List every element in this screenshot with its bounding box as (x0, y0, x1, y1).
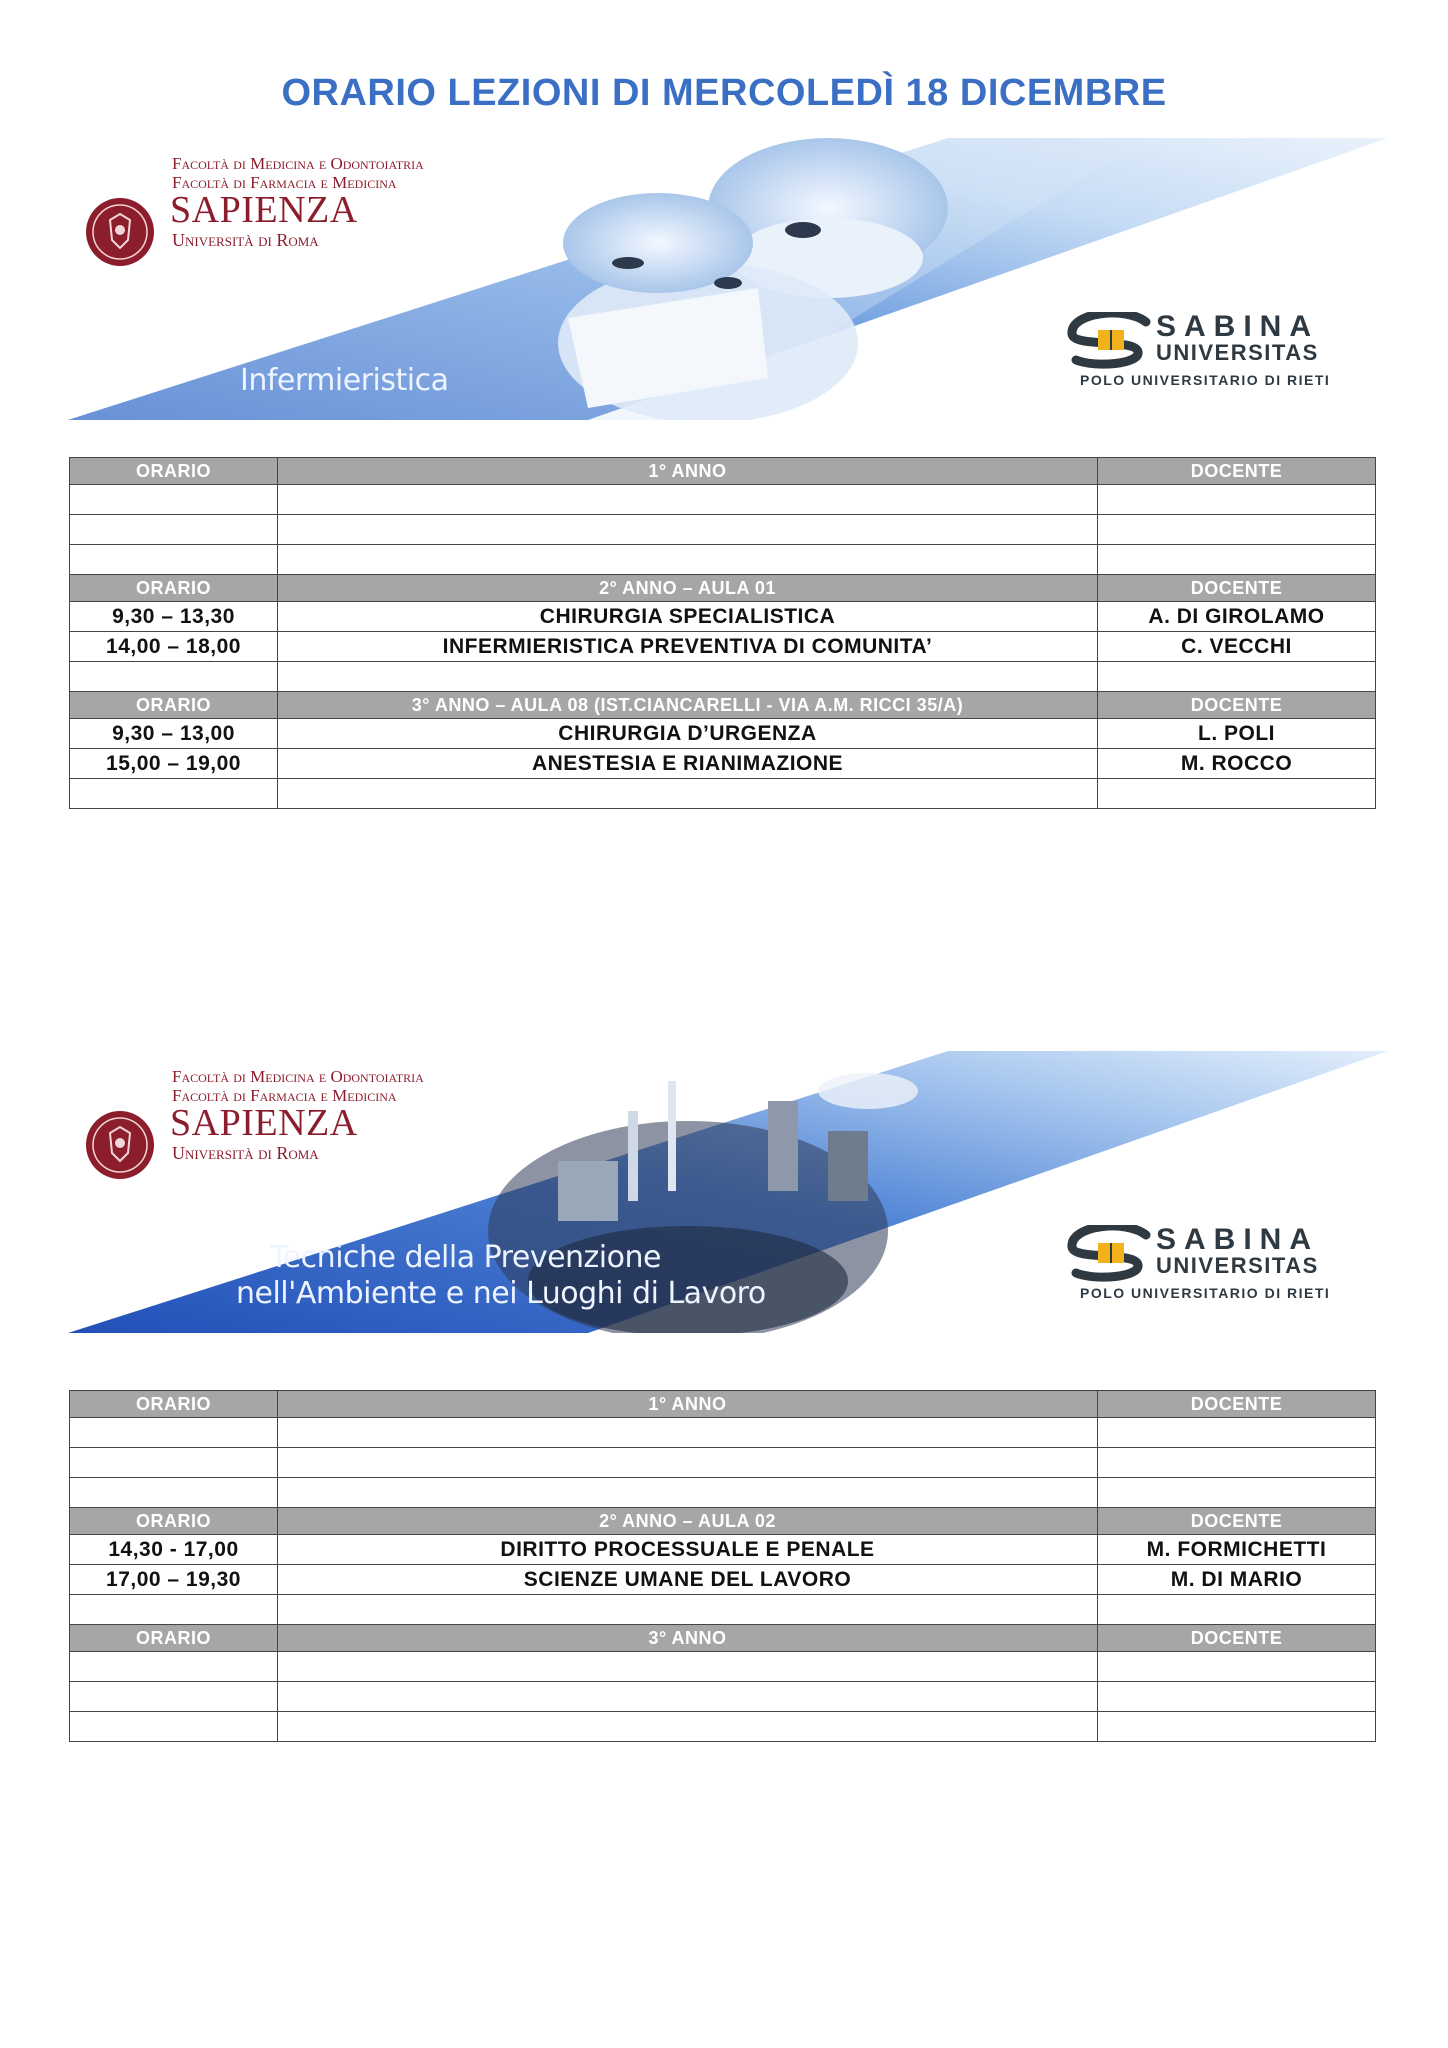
sabina-universitas-logo (1066, 1223, 1366, 1303)
section-header-row (70, 692, 1376, 719)
section-header-row (70, 458, 1376, 485)
table-row (70, 545, 1376, 575)
sabina-book-icon (1066, 312, 1152, 370)
teacher-cell (1098, 1595, 1376, 1625)
time-cell (70, 485, 278, 515)
time-cell (70, 662, 278, 692)
header-docente: DOCENTE (1098, 458, 1376, 485)
table-row (70, 779, 1376, 809)
header-docente: DOCENTE (1098, 1625, 1376, 1652)
teacher-cell: A. DI GIROLAMO (1098, 602, 1376, 632)
section-header-row (70, 1508, 1376, 1535)
course-cell (278, 1652, 1098, 1682)
time-cell (70, 1712, 278, 1742)
time-cell (70, 515, 278, 545)
header-orario: ORARIO (70, 1508, 278, 1535)
table-row (70, 515, 1376, 545)
time-cell (70, 545, 278, 575)
section-header-row (70, 1625, 1376, 1652)
section-header-row (70, 575, 1376, 602)
teacher-cell: L. POLI (1098, 719, 1376, 749)
header-anno: 1° ANNO (278, 1391, 1098, 1418)
course-banner-tecniche-prevenzione (68, 1051, 1388, 1333)
course-cell (278, 545, 1098, 575)
time-cell: 17,00 – 19,30 (70, 1565, 278, 1595)
course-cell (278, 1595, 1098, 1625)
time-cell: 9,30 – 13,00 (70, 719, 278, 749)
course-cell: DIRITTO PROCESSUALE E PENALE (278, 1535, 1098, 1565)
course-cell: CHIRURGIA D’URGENZA (278, 719, 1098, 749)
course-name-line-1: Tecniche della Prevenzione (270, 1240, 661, 1275)
schedule-table-infermieristica (69, 457, 1376, 809)
sabina-sub: UNIVERSITAS (1156, 340, 1319, 365)
course-cell (278, 1712, 1098, 1742)
sapienza-seal-icon (84, 1109, 156, 1181)
university-city: Università di Roma (172, 230, 319, 250)
table-row (70, 662, 1376, 692)
time-cell (70, 1595, 278, 1625)
time-cell (70, 1652, 278, 1682)
teacher-cell (1098, 545, 1376, 575)
page-title: ORARIO LEZIONI DI MERCOLEDÌ 18 DICEMBRE (281, 72, 1167, 114)
course-cell (278, 1418, 1098, 1448)
teacher-cell (1098, 1682, 1376, 1712)
table-row (70, 1682, 1376, 1712)
university-city: Università di Roma (172, 1143, 319, 1163)
table-row (70, 1712, 1376, 1742)
table-row (70, 1418, 1376, 1448)
table-row (70, 749, 1376, 779)
table-row (70, 1595, 1376, 1625)
time-cell (70, 1682, 278, 1712)
course-cell: INFERMIERISTICA PREVENTIVA DI COMUNITA’ (278, 632, 1098, 662)
sabina-word: SABINA (1156, 1223, 1320, 1256)
course-cell: SCIENZE UMANE DEL LAVORO (278, 1565, 1098, 1595)
teacher-cell (1098, 1448, 1376, 1478)
teacher-cell: M. FORMICHETTI (1098, 1535, 1376, 1565)
table-row (70, 1535, 1376, 1565)
teacher-cell (1098, 779, 1376, 809)
header-orario: ORARIO (70, 575, 278, 602)
header-anno: 3° ANNO (278, 1625, 1098, 1652)
sabina-sub: UNIVERSITAS (1156, 1253, 1319, 1278)
header-orario: ORARIO (70, 458, 278, 485)
teacher-cell: M. ROCCO (1098, 749, 1376, 779)
time-cell (70, 1418, 278, 1448)
table-row (70, 719, 1376, 749)
course-cell (278, 515, 1098, 545)
header-anno: 2° ANNO – AULA 01 (278, 575, 1098, 602)
time-cell: 14,30 - 17,00 (70, 1535, 278, 1565)
course-name-line-2: nell'Ambiente e nei Luoghi di Lavoro (236, 1276, 766, 1311)
header-anno: 3° ANNO – AULA 08 (IST.CIANCARELLI - VIA A.M. RICCI 35/A) (278, 692, 1098, 719)
table-row (70, 602, 1376, 632)
sabina-book-icon (1066, 1225, 1152, 1283)
university-name: SAPIENZA (170, 1102, 358, 1144)
sapienza-seal-icon (84, 196, 156, 268)
teacher-cell (1098, 515, 1376, 545)
course-cell (278, 1448, 1098, 1478)
header-orario: ORARIO (70, 1391, 278, 1418)
teacher-cell: M. DI MARIO (1098, 1565, 1376, 1595)
section-header-row (70, 1391, 1376, 1418)
teacher-cell (1098, 1652, 1376, 1682)
teacher-cell (1098, 485, 1376, 515)
table-row (70, 632, 1376, 662)
teacher-cell (1098, 1478, 1376, 1508)
course-cell (278, 662, 1098, 692)
course-banner-infermieristica (68, 138, 1388, 420)
time-cell (70, 1478, 278, 1508)
sabina-universitas-logo (1066, 310, 1366, 390)
course-cell (278, 779, 1098, 809)
schedule-table-tecniche-prevenzione (69, 1390, 1376, 1742)
sabina-polo: POLO UNIVERSITARIO DI RIETI (1080, 1285, 1331, 1301)
time-cell: 15,00 – 19,00 (70, 749, 278, 779)
teacher-cell (1098, 662, 1376, 692)
table-row (70, 1478, 1376, 1508)
sabina-word: SABINA (1156, 310, 1320, 343)
teacher-cell: C. VECCHI (1098, 632, 1376, 662)
table-row (70, 1565, 1376, 1595)
faculty-line-2: Facoltà di Farmacia e Medicina (172, 1086, 397, 1105)
header-docente: DOCENTE (1098, 692, 1376, 719)
university-name: SAPIENZA (170, 189, 358, 231)
time-cell (70, 779, 278, 809)
course-cell: ANESTESIA E RIANIMAZIONE (278, 749, 1098, 779)
table-row (70, 485, 1376, 515)
header-anno: 2° ANNO – AULA 02 (278, 1508, 1098, 1535)
header-orario: ORARIO (70, 1625, 278, 1652)
header-docente: DOCENTE (1098, 1391, 1376, 1418)
teacher-cell (1098, 1712, 1376, 1742)
table-row (70, 1448, 1376, 1478)
course-name-line-1: Infermieristica (240, 363, 449, 398)
faculty-line-1: Facoltà di Medicina e Odontoiatria (172, 1067, 424, 1086)
header-orario: ORARIO (70, 692, 278, 719)
time-cell: 14,00 – 18,00 (70, 632, 278, 662)
time-cell: 9,30 – 13,30 (70, 602, 278, 632)
course-cell (278, 1682, 1098, 1712)
course-cell: CHIRURGIA SPECIALISTICA (278, 602, 1098, 632)
teacher-cell (1098, 1418, 1376, 1448)
time-cell (70, 1448, 278, 1478)
course-cell (278, 1478, 1098, 1508)
sabina-polo: POLO UNIVERSITARIO DI RIETI (1080, 372, 1331, 388)
faculty-line-1: Facoltà di Medicina e Odontoiatria (172, 154, 424, 173)
table-row (70, 1652, 1376, 1682)
course-cell (278, 485, 1098, 515)
header-docente: DOCENTE (1098, 575, 1376, 602)
header-docente: DOCENTE (1098, 1508, 1376, 1535)
faculty-line-2: Facoltà di Farmacia e Medicina (172, 173, 397, 192)
header-anno: 1° ANNO (278, 458, 1098, 485)
